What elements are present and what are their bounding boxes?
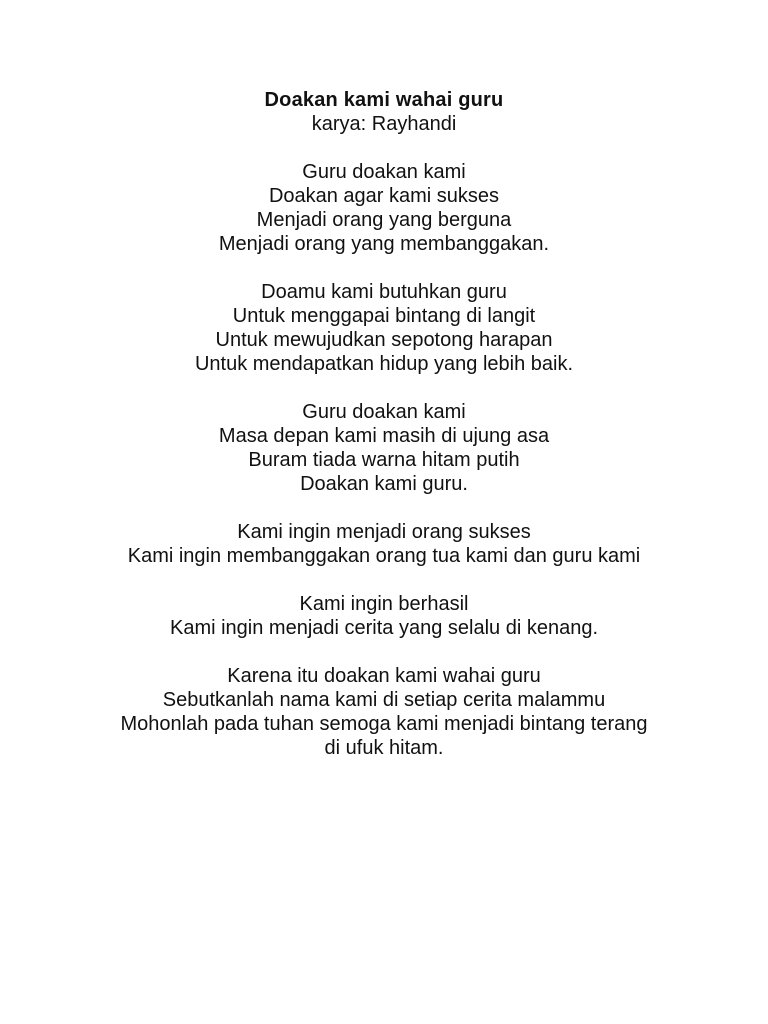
stanza-2 — [0, 280, 768, 376]
stanza-3 — [0, 400, 768, 496]
poem-title: Doakan kami wahai guru — [264, 89, 504, 111]
poem-line: Kami ingin membanggakan orang tua kami dan guru kami — [127, 545, 641, 567]
poem-line: Menjadi orang yang membanggakan. — [218, 233, 550, 255]
poem-line: Guru doakan kami — [302, 161, 466, 183]
stanza-1 — [0, 160, 768, 256]
poem-line: Untuk mendapatkan hidup yang lebih baik. — [194, 353, 574, 375]
poem-line: Sebutkanlah nama kami di setiap cerita malammu — [162, 689, 606, 711]
poem-line: Untuk mewujudkan sepotong harapan — [215, 329, 553, 351]
poem-line: Doakan kami guru. — [300, 473, 468, 495]
stanza-6 — [0, 664, 768, 760]
poem-line: Karena itu doakan kami wahai guru — [227, 665, 541, 687]
poem-line: Kami ingin menjadi orang sukses — [237, 521, 531, 543]
poem-author: karya: Rayhandi — [311, 113, 457, 135]
poem-line: di ufuk hitam. — [324, 737, 444, 759]
stanza-4 — [0, 520, 768, 568]
poem-line: Masa depan kami masih di ujung asa — [218, 425, 550, 447]
stanza-5 — [0, 592, 768, 640]
poem-line: Doamu kami butuhkan guru — [261, 281, 507, 303]
poem-line: Kami ingin berhasil — [299, 593, 469, 615]
poem-line: Untuk menggapai bintang di langit — [232, 305, 536, 327]
poem-line: Mohonlah pada tuhan semoga kami menjadi bintang terang — [120, 713, 648, 735]
poem-line: Guru doakan kami — [302, 401, 466, 423]
poem-page — [0, 88, 768, 760]
poem-line: Buram tiada warna hitam putih — [248, 449, 520, 471]
poem-line: Doakan agar kami sukses — [268, 185, 500, 207]
poem-line: Menjadi orang yang berguna — [256, 209, 512, 231]
poem-line: Kami ingin menjadi cerita yang selalu di kenang. — [169, 617, 599, 639]
